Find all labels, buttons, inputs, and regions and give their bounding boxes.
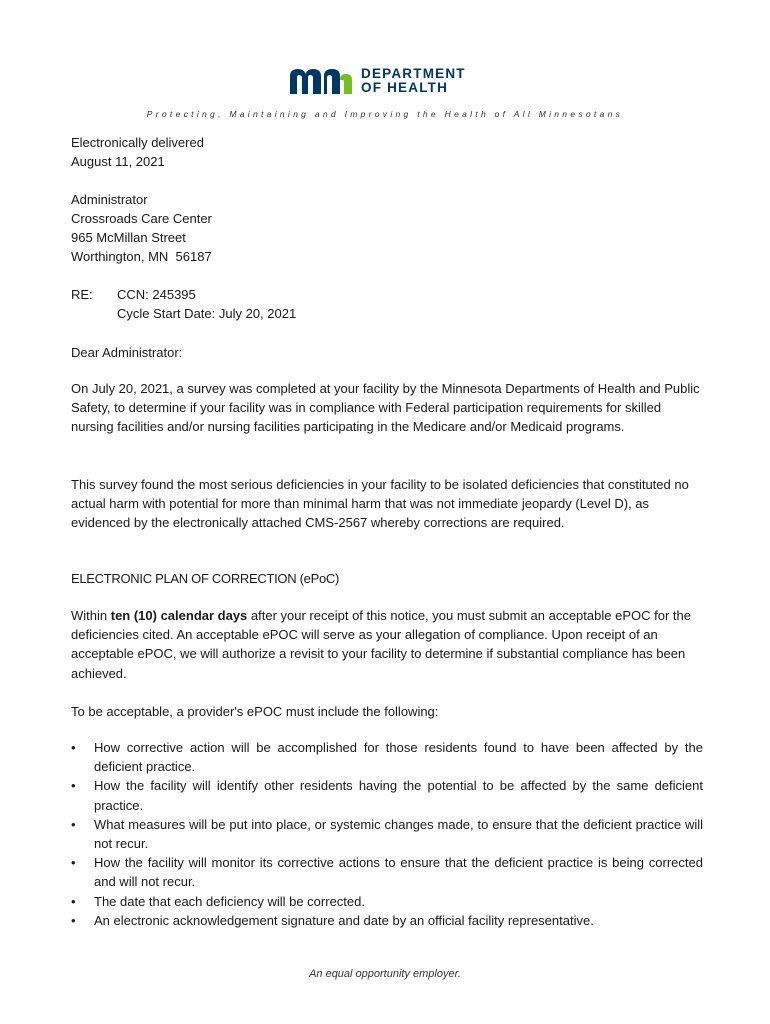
epoc-heading: ELECTRONIC PLAN OF CORRECTION (ePoC) bbox=[71, 571, 340, 586]
epoc-requirements-list bbox=[71, 738, 703, 930]
logo-line-1: DEPARTMENT bbox=[361, 66, 466, 81]
recipient-address bbox=[71, 190, 699, 266]
epoc-rest: after your receipt of this notice, you must submit an acceptable ePOC for the deficiencies cited. An acceptable ePOC will serve as your allegation of compliance. Upon receipt of an acceptable ePOC, we will authorize a revisit to your facility to determine if substantial compliance has been achieved. bbox=[71, 608, 691, 681]
list-item bbox=[71, 911, 703, 930]
epoc-intro: To be acceptable, a provider's ePOC must include the following: bbox=[71, 704, 439, 719]
list-item-text: What measures will be put into place, or systemic changes made, to ensure that the deficient practice will not recur. bbox=[94, 816, 703, 852]
epoc-paragraph bbox=[71, 606, 703, 683]
delivery-method: Electronically delivered bbox=[71, 135, 204, 150]
letter-date: August 11, 2021 bbox=[71, 154, 165, 169]
recipient-street: 965 McMillan Street bbox=[71, 230, 186, 245]
list-item-text: The date that each deficiency will be corrected. bbox=[94, 893, 365, 909]
bullet-icon: • bbox=[71, 816, 76, 832]
bullet-icon: • bbox=[71, 855, 76, 871]
list-item bbox=[71, 815, 703, 853]
epoc-prefix: Within bbox=[71, 608, 111, 623]
tagline: Protecting, Maintaining and Improving the Health of All Minnesotans bbox=[146, 109, 624, 119]
mn-logo-icon bbox=[288, 66, 354, 96]
bullet-icon: • bbox=[71, 912, 76, 928]
paragraph-survey: On July 20, 2021, a survey was completed at your facility by the Minnesota Departments of Health and Public Safety, to determine if your facility was in compliance with Federal participation requirements for skilled nursing facilities and/or nursing facilities participating in the Medicare and/or Medicaid programs. bbox=[71, 381, 700, 435]
logo-line-2: OF HEALTH bbox=[361, 80, 449, 95]
paragraph-findings: This survey found the most serious deficiencies in your facility to be isolated deficiencies that constituted no actual harm with potential for more than minimal harm that was not immediate jeopardy (Level D), as evidenced by the electronically attached CMS-2567 whereby corrections are required. bbox=[71, 477, 689, 531]
epoc-deadline: ten (10) calendar days bbox=[110, 608, 248, 623]
recipient-city: Worthington, MN 56187 bbox=[71, 249, 212, 264]
re-cycle-date: Cycle Start Date: July 20, 2021 bbox=[117, 306, 297, 321]
list-item bbox=[71, 853, 703, 891]
list-item-text: An electronic acknowledgement signature and date by an official facility representative. bbox=[94, 912, 594, 928]
re-label: RE: bbox=[71, 287, 93, 302]
list-item bbox=[71, 738, 703, 776]
list-item bbox=[71, 776, 703, 814]
list-item-text: How corrective action will be accomplished for those residents found to have been affected by the deficient practice. bbox=[94, 740, 703, 775]
list-item-text: How the facility will identify other residents having the potential to be affected by the same deficient practice. bbox=[94, 778, 703, 813]
list-item-text: How the facility will monitor its corrective actions to ensure that the deficient practice is being corrected and will not recur. bbox=[94, 855, 703, 890]
recipient-facility: Crossroads Care Center bbox=[71, 211, 212, 226]
recipient-title: Administrator bbox=[71, 192, 148, 207]
salutation: Dear Administrator: bbox=[71, 345, 183, 360]
footer-eoe: An equal opportunity employer. bbox=[309, 968, 461, 980]
re-ccn: CCN: 245395 bbox=[117, 287, 196, 302]
mdh-logo bbox=[288, 64, 466, 98]
list-item bbox=[71, 892, 703, 911]
bullet-icon: • bbox=[71, 740, 76, 755]
delivery-block bbox=[71, 133, 699, 171]
bullet-icon: • bbox=[71, 893, 76, 909]
bullet-icon: • bbox=[71, 778, 76, 794]
